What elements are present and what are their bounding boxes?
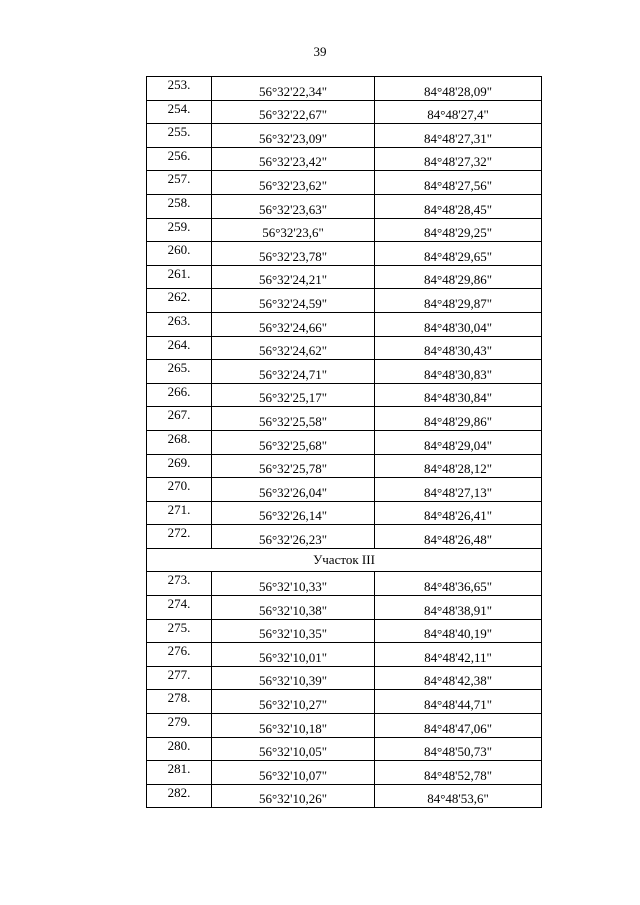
table-row [147, 784, 542, 808]
point-number-cell: 268. [147, 430, 212, 454]
latitude-cell: 56°32'25,17" [212, 383, 375, 407]
section-row-group [147, 548, 542, 572]
table-row [147, 218, 542, 242]
latitude-cell: 56°32'26,23" [212, 525, 375, 549]
longitude-cell: 84°48'29,65" [375, 242, 542, 266]
latitude-cell: 56°32'23,78" [212, 242, 375, 266]
latitude-cell: 56°32'24,62" [212, 336, 375, 360]
longitude-cell: 84°48'42,11" [375, 643, 542, 667]
point-number-cell: 263. [147, 312, 212, 336]
point-number-cell: 253. [147, 77, 212, 101]
table-row [147, 360, 542, 384]
longitude-cell: 84°48'42,38" [375, 666, 542, 690]
point-number-cell: 278. [147, 690, 212, 714]
latitude-cell: 56°32'23,09" [212, 124, 375, 148]
latitude-cell: 56°32'23,62" [212, 171, 375, 195]
table-row [147, 194, 542, 218]
latitude-cell: 56°32'24,71" [212, 360, 375, 384]
table-row [147, 383, 542, 407]
longitude-cell: 84°48'28,12" [375, 454, 542, 478]
point-number-cell: 266. [147, 383, 212, 407]
point-number-cell: 280. [147, 737, 212, 761]
latitude-cell: 56°32'10,26" [212, 784, 375, 808]
table-row [147, 407, 542, 431]
table-row [147, 478, 542, 502]
latitude-cell: 56°32'10,07" [212, 761, 375, 785]
latitude-cell: 56°32'10,01" [212, 643, 375, 667]
table-row [147, 643, 542, 667]
point-number-cell: 254. [147, 100, 212, 124]
latitude-cell: 56°32'10,33" [212, 572, 375, 596]
point-number-cell: 276. [147, 643, 212, 667]
longitude-cell: 84°48'29,25" [375, 218, 542, 242]
latitude-cell: 56°32'26,14" [212, 501, 375, 525]
table-row [147, 312, 542, 336]
table-row [147, 124, 542, 148]
longitude-cell: 84°48'40,19" [375, 619, 542, 643]
latitude-cell: 56°32'24,66" [212, 312, 375, 336]
longitude-cell: 84°48'29,87" [375, 289, 542, 313]
point-number-cell: 277. [147, 666, 212, 690]
coordinates-table [146, 76, 542, 808]
longitude-cell: 84°48'53,6" [375, 784, 542, 808]
point-number-cell: 279. [147, 714, 212, 738]
table-row [147, 336, 542, 360]
section-row [147, 548, 542, 572]
point-number-cell: 281. [147, 761, 212, 785]
table-row [147, 690, 542, 714]
point-number-cell: 260. [147, 242, 212, 266]
longitude-cell: 84°48'27,56" [375, 171, 542, 195]
point-number-cell: 264. [147, 336, 212, 360]
longitude-cell: 84°48'36,65" [375, 572, 542, 596]
longitude-cell: 84°48'47,06" [375, 714, 542, 738]
point-number-cell: 262. [147, 289, 212, 313]
point-number-cell: 256. [147, 147, 212, 171]
table-row [147, 619, 542, 643]
longitude-cell: 84°48'38,91" [375, 596, 542, 620]
point-number-cell: 261. [147, 265, 212, 289]
page-number: 39 [313, 44, 327, 59]
point-number-cell: 257. [147, 171, 212, 195]
point-number-cell: 259. [147, 218, 212, 242]
point-number-cell: 274. [147, 596, 212, 620]
latitude-cell: 56°32'10,39" [212, 666, 375, 690]
longitude-cell: 84°48'52,78" [375, 761, 542, 785]
latitude-cell: 56°32'10,38" [212, 596, 375, 620]
longitude-cell: 84°48'44,71" [375, 690, 542, 714]
longitude-cell: 84°48'27,32" [375, 147, 542, 171]
section-label: Участок III [147, 548, 542, 572]
table-row [147, 242, 542, 266]
longitude-cell: 84°48'30,43" [375, 336, 542, 360]
latitude-cell: 56°32'23,63" [212, 194, 375, 218]
longitude-cell: 84°48'30,04" [375, 312, 542, 336]
table-row [147, 666, 542, 690]
table-row [147, 596, 542, 620]
point-number-cell: 258. [147, 194, 212, 218]
latitude-cell: 56°32'10,27" [212, 690, 375, 714]
table-row [147, 289, 542, 313]
longitude-cell: 84°48'30,84" [375, 383, 542, 407]
table-row [147, 525, 542, 549]
table-row [147, 265, 542, 289]
table-row [147, 501, 542, 525]
longitude-cell: 84°48'28,45" [375, 194, 542, 218]
coordinates-group-a [147, 77, 542, 549]
latitude-cell: 56°32'25,58" [212, 407, 375, 431]
table-row [147, 100, 542, 124]
point-number-cell: 273. [147, 572, 212, 596]
longitude-cell: 84°48'30,83" [375, 360, 542, 384]
longitude-cell: 84°48'28,09" [375, 77, 542, 101]
latitude-cell: 56°32'10,05" [212, 737, 375, 761]
latitude-cell: 56°32'25,78" [212, 454, 375, 478]
point-number-cell: 272. [147, 525, 212, 549]
longitude-cell: 84°48'27,13" [375, 478, 542, 502]
coordinates-group-b [147, 572, 542, 808]
point-number-cell: 282. [147, 784, 212, 808]
point-number-cell: 269. [147, 454, 212, 478]
latitude-cell: 56°32'25,68" [212, 430, 375, 454]
table-row [147, 454, 542, 478]
latitude-cell: 56°32'24,59" [212, 289, 375, 313]
longitude-cell: 84°48'29,04" [375, 430, 542, 454]
table-row [147, 572, 542, 596]
point-number-cell: 265. [147, 360, 212, 384]
point-number-cell: 271. [147, 501, 212, 525]
table-row [147, 714, 542, 738]
table-row [147, 171, 542, 195]
table-row [147, 761, 542, 785]
latitude-cell: 56°32'26,04" [212, 478, 375, 502]
latitude-cell: 56°32'10,18" [212, 714, 375, 738]
table-row [147, 147, 542, 171]
longitude-cell: 84°48'27,4" [375, 100, 542, 124]
longitude-cell: 84°48'50,73" [375, 737, 542, 761]
table-row [147, 77, 542, 101]
table-row [147, 737, 542, 761]
table-row [147, 430, 542, 454]
latitude-cell: 56°32'10,35" [212, 619, 375, 643]
point-number-cell: 270. [147, 478, 212, 502]
latitude-cell: 56°32'23,42" [212, 147, 375, 171]
longitude-cell: 84°48'26,48" [375, 525, 542, 549]
longitude-cell: 84°48'26,41" [375, 501, 542, 525]
latitude-cell: 56°32'22,67" [212, 100, 375, 124]
point-number-cell: 275. [147, 619, 212, 643]
longitude-cell: 84°48'29,86" [375, 265, 542, 289]
point-number-cell: 255. [147, 124, 212, 148]
latitude-cell: 56°32'23,6" [212, 218, 375, 242]
latitude-cell: 56°32'22,34" [212, 77, 375, 101]
point-number-cell: 267. [147, 407, 212, 431]
latitude-cell: 56°32'24,21" [212, 265, 375, 289]
longitude-cell: 84°48'29,86" [375, 407, 542, 431]
longitude-cell: 84°48'27,31" [375, 124, 542, 148]
